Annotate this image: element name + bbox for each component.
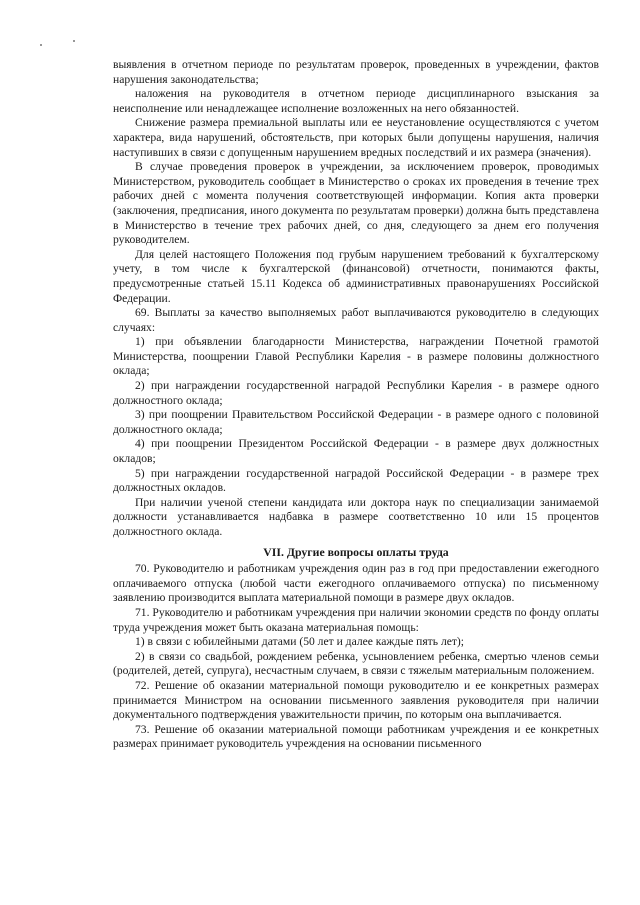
paragraph-item-69: 69. Выплаты за качество выполняемых работ выплачиваются руководителю в следующих случаях: [113,306,599,334]
paragraph-item-72: 72. Решение об оказании материальной помощи руководителю и ее конкретных размерах принимается Министром на основании письменного заявления руководителя при наличии документального подтверждения уважительности причин, по которым она выплачивается. [113,678,599,722]
scan-speck [73,40,75,42]
paragraph-item-70: 70. Руководителю и работникам учреждения один раз в год при предоставлении ежегодного оплачиваемого отпуска (любой части ежегодного оплачиваемого отпуска) по письменному заявлению производится выплата материальной помощи в размере двух окладов. [113,562,599,605]
document-page [113,58,599,752]
paragraph-item-71: 71. Руководителю и работникам учреждения при наличии экономии средств по фонду оплаты труда учреждения может быть оказана материальная помощь: [113,605,600,634]
list-item: 2) при награждении государственной наградой Республики Карелия - в размере одного должностного оклада; [113,379,599,407]
list-item: 3) при поощрении Правительством Российской Федерации - в размере одного с половиной должностного оклада; [113,408,599,436]
paragraph: Для целей настоящего Положения под грубым нарушением требований к бухгалтерскому учету, в том числе к бухгалтерской (финансовой) отчетности, понимаются факты, предусмотренные статьей 15.11 Кодекса об административных правонарушениях Российской Федерации. [113,247,599,305]
paragraph: При наличии ученой степени кандидата или доктора наук по специализации занимаемой должности устанавливается надбавка в размере соответственно 10 или 15 процентов должностного оклада. [113,495,599,538]
paragraph: выявления в отчетном периоде по результатам проверок, проведенных в учреждении, фактов нарушения законодательства; [113,58,599,86]
list-item: 4) при поощрении Президентом Российской Федерации - в размере двух должностных окладов; [113,437,599,466]
list-item: 5) при награждении государственной наградой Российской Федерации - в размере трех должностных окладов. [113,466,599,495]
paragraph: В случае проведения проверок в учреждении, за исключением проверок, проводимых Министерством, руководитель сообщает в Министерство о сроках их проведения в течение трех рабочих дней с момента получения соответствующей информации. Копия акта проверки (заключения, предписания, иного документа по результатам проверки) должна быть представлена в Министерство в течение трех рабочих дней, со дня, следующего за днем его получения руководителем. [113,160,599,247]
paragraph-item-73: 73. Решение об оказании материальной помощи работникам учреждения и ее конкретных размерах принимает руководитель учреждения на основании письменного [113,722,599,751]
list-item: 1) в связи с юбилейными датами (50 лет и далее каждые пять лет); [135,635,465,649]
section-heading: VII. Другие вопросы оплаты труда [263,544,449,559]
scan-speck [40,44,42,46]
list-item: 1) при объявлении благодарности Министерства, награждении Почетной грамотой Министерства, поощрении Главой Республики Карелия - в размере половины должностного оклада; [113,335,599,378]
paragraph: Снижение размера премиальной выплаты или ее неустановление осуществляются с учетом характера, вида нарушений, обстоятельств, при которых были допущены нарушения, наличия наступивших в связи с допущенным нарушением вредных последствий и их размера (значения). [113,116,599,159]
list-item: 2) в связи со свадьбой, рождением ребенка, усыновлением ребенка, смертью членов семьи (родителей, детей, супруга), несчастным случаем, в связи с тяжелым материальным положением. [113,649,599,678]
paragraph: наложения на руководителя в отчетном периоде дисциплинарного взыскания за неисполнение или ненадлежащее исполнение возложенных на него обязанностей. [113,87,599,115]
